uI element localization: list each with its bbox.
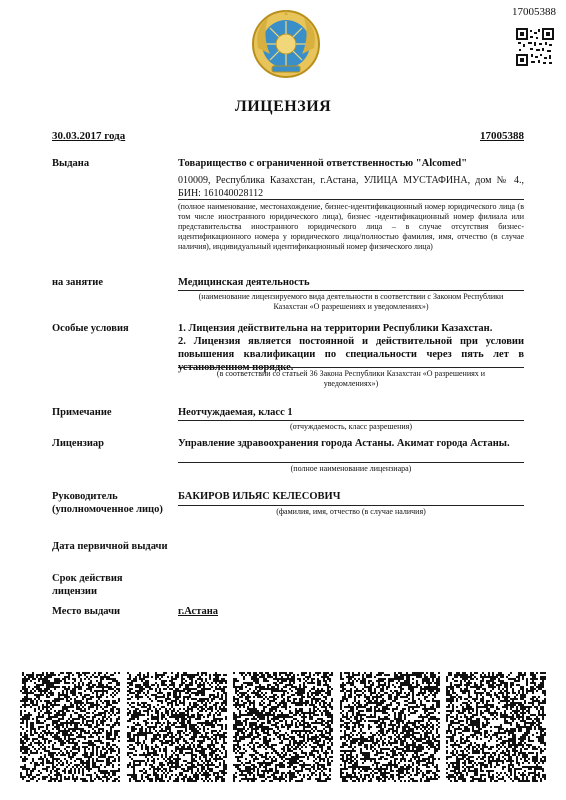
2d-barcode-icon — [233, 672, 333, 782]
licensor-value: Управление здравоохранения города Астаны. Акимат города Астаны. — [178, 438, 510, 449]
divider — [178, 420, 524, 421]
qr-code-icon — [516, 28, 554, 66]
head-label: Руководитель — [52, 491, 118, 502]
place-value: г.Астана — [178, 606, 219, 617]
activity-label: на занятие — [52, 277, 103, 288]
conditions-line-1: 1. Лицензия действительна на территории Республики Казахстан. — [178, 323, 493, 334]
page-title: ЛИЦЕНЗИЯ — [234, 98, 332, 115]
head-note: (фамилия, имя, отчество (в случае наличия) — [276, 507, 426, 516]
conditions-line-2: 2. Лицензия является постоянной и действительной при условии повышения квалификации по специальности через пять лет в установленном порядке. — [178, 336, 524, 373]
conditions-note: (в соответствии со статьей 36 Закона Республики Казахстан «О разрешениях и уведомлениях») — [216, 369, 486, 388]
head-label-sub: (уполномоченное лицо) — [52, 504, 163, 515]
first-issue-label: Дата первичной выдачи — [52, 541, 168, 552]
remark-note: (отчуждаемость, класс разрешения) — [289, 422, 413, 431]
validity-label-sub: лицензии — [52, 586, 98, 597]
issue-date: 30.03.2017 года — [52, 130, 126, 142]
divider — [178, 199, 524, 200]
conditions-label: Особые условия — [52, 323, 129, 334]
remark-label: Примечание — [52, 407, 112, 418]
activity-value: Медицинская деятельность — [178, 277, 310, 288]
divider — [178, 462, 524, 463]
issued-to-note: (полное наименование, местонахождение, бизнес-идентификационный номер юридического лица (в том числе иностранного юридического лица), бизнес -идентификационный номер филиала или представительства иностранного юридического лица – в случае отсутствия бизнес-идентификационного номера у юридического лица/полностью фамилия, имя, отчество (в случае наличия), индивидуальный идентификационный номер физического лица) — [178, 202, 524, 251]
2d-barcode-icon — [20, 672, 120, 782]
divider — [178, 505, 524, 506]
place-label: Место выдачи — [52, 606, 121, 617]
kazakhstan-state-emblem-icon — [250, 8, 322, 80]
bottom-barcodes — [20, 672, 546, 782]
2d-barcode-icon — [446, 672, 546, 782]
issued-to-address: 010009, Республика Казахстан, г.Астана, УЛИЦА МУСТАФИНА, дом № 4., БИН: 161040028112 — [178, 175, 524, 199]
issued-to-label: Выдана — [52, 158, 90, 169]
validity-label: Срок действия — [52, 573, 123, 584]
issued-to-name: Товарищество с ограниченной ответственностью "Alcomed" — [178, 158, 468, 169]
licensor-note: (полное наименование лицензиара) — [290, 464, 412, 473]
2d-barcode-icon — [127, 672, 227, 782]
divider — [178, 367, 524, 368]
licensor-label: Лицензиар — [52, 438, 104, 449]
divider — [178, 290, 524, 291]
head-name: БАКИРОВ ИЛЬЯС КЕЛЕСОВИЧ — [178, 491, 341, 502]
license-number: 17005388 — [480, 130, 524, 142]
remark-value: Неотчуждаемая, класс 1 — [178, 407, 293, 418]
2d-barcode-icon — [340, 672, 440, 782]
document-number-top: 17005388 — [512, 6, 556, 18]
activity-note: (наименование лицензируемого вида деятельности в соответствии с Законом Республики Казахстан «О разрешениях и уведомлениях») — [198, 292, 504, 311]
